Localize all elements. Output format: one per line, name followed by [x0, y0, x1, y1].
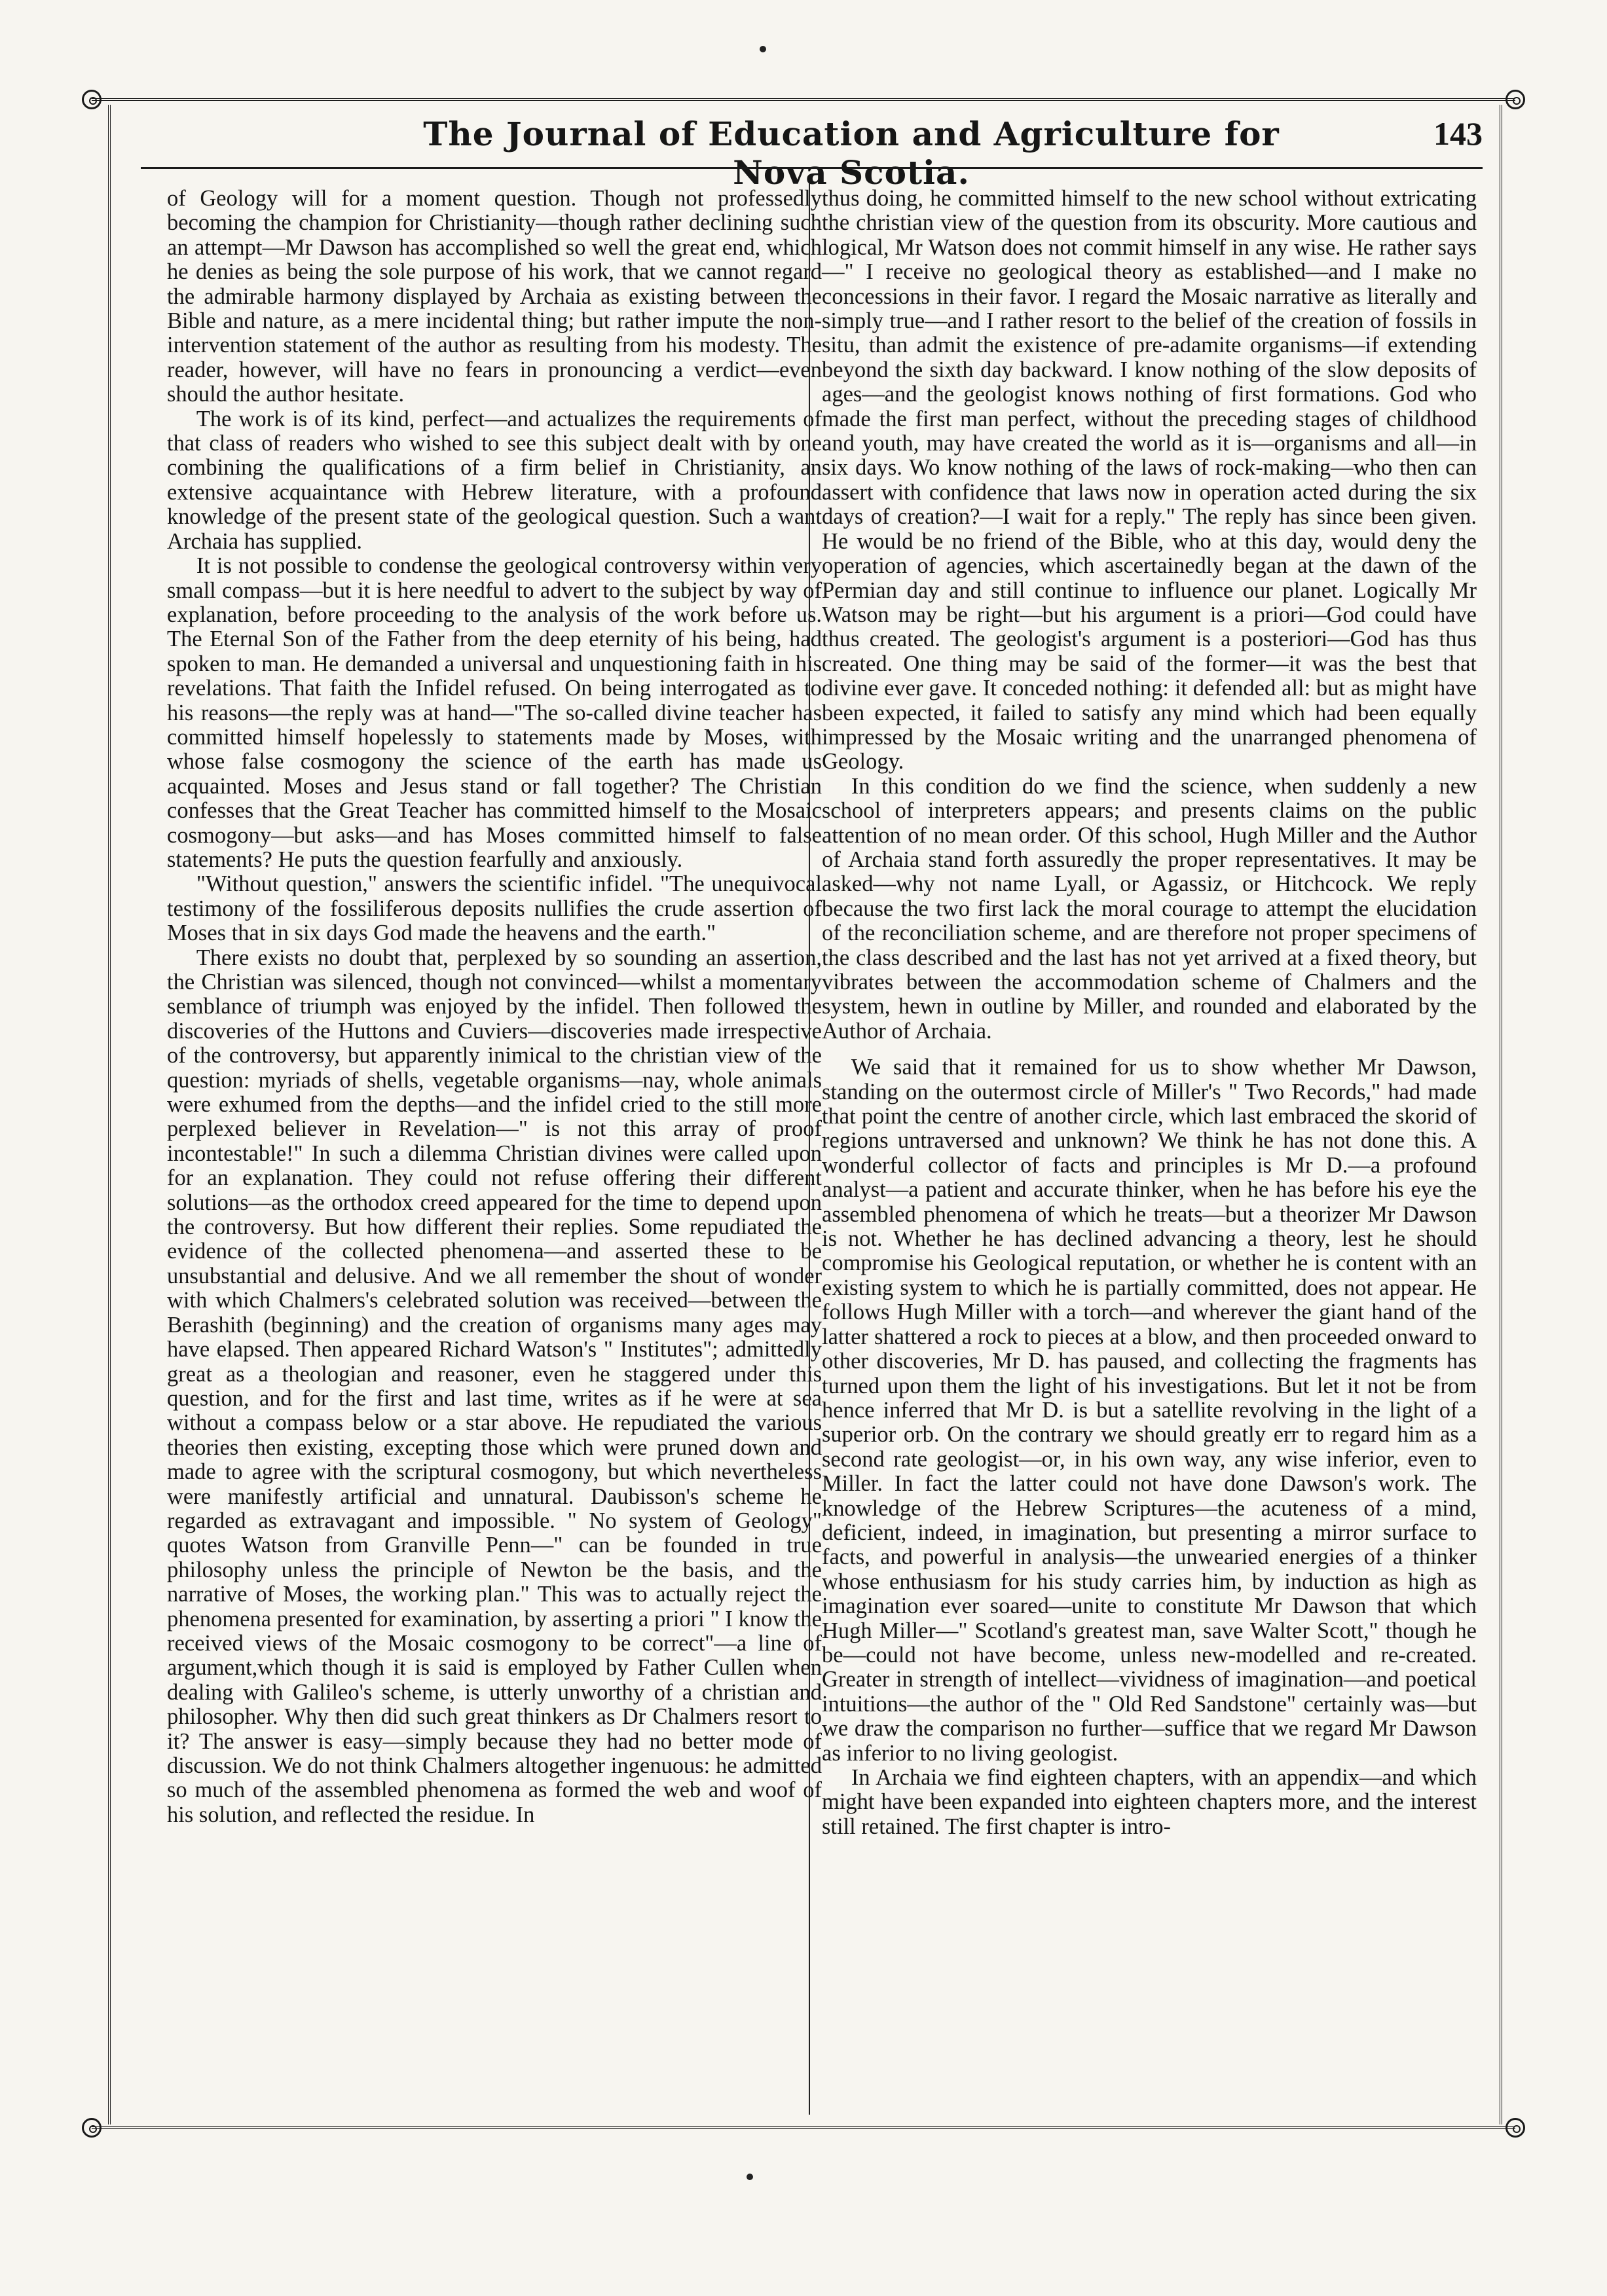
- print-speck: [747, 2174, 753, 2180]
- paragraph: thus doing, he committed himself to the new school without extricating the christian view of the question from its obscurity. More cautious and logical, Mr Watson does not commit himself in any wise. He rather says—" I receive no geological theory as established—and I make no concessions in their favor. I regard the Mosaic narrative as literally and simply true—and I rather resort to the belief of the creation of fossils in situ, than admit the existence of pre-adamite organisms—if extending beyond the sixth day backward. I know nothing of the slow deposits of ages—and the geologist knows nothing of first formations. God who made the first man perfect, without the preceding stages of childhood and youth, may have created the world as it is—organisms and all—in six days. Wo know nothing of the laws of rock-making—who then can assert with confidence that laws now in operation acted during the six days of creation?—I wait for a reply." The reply has since been given. He would be no friend of the Bible, who at this day, would deny the operation of agencies, which ascertainedly began at the dawn of the Permian day and still continue to influence our planet. Logically Mr Watson may be right—but his argument is a priori—God could have thus created. The geologist's argument is a posteriori—God has thus created. One thing may be said of the former—it was the best that divine ever gave. It conceded nothing: it defended all: but as might have been expected, it failed to satisfy any mind which had been equally impressed by the Mosaic writing and the unarranged phenomena of Geology.: [822, 186, 1477, 774]
- corner-ornament-bottom-right: [1505, 2118, 1525, 2138]
- left-margin-rule: [108, 105, 111, 2124]
- corner-ornament-top-right: [1505, 90, 1525, 109]
- left-text-column: [167, 187, 822, 1827]
- right-text-column: [822, 187, 1477, 1839]
- paragraph: of Geology will for a moment question. Though not professedly becoming the champion for Christianity—though rather declining such an attempt—Mr Dawson has accomplished so well the great end, which he denies as being the sole purpose of his work, that we cannot regard the admirable harmony displayed by Archaia as existing between the Bible and nature, as a mere incidental thing; but rather impute the non-intervention statement of the author as resulting from his modesty. The reader, however, will have no fears in pronouncing a verdict—even should the author hesitate.: [167, 186, 822, 407]
- running-header-title: The Journal of Education and Agriculture for Nova Scotia.: [423, 115, 1280, 192]
- corner-ornament-bottom-left: [82, 2118, 102, 2138]
- paragraph: In this condition do we find the science, when suddenly a new school of interpreters appears; and presents claims on the public attention of no mean order. Of this school, Hugh Miller and the Author of Archaia stand forth assuredly the proper representatives. It may be asked—why not name Lyall, or Agassiz, or Hitchcock. We reply because the two first lack the moral courage to attempt the elucidation of the reconciliation scheme, and are therefore not proper specimens of the class described and the last has not yet arrived at a fixed theory, but vibrates between the accommodation scheme of Chalmers and the system, hewn in outline by Miller, and rounded and elaborated by the Author of Archaia.: [822, 773, 1477, 1044]
- paragraph: In Archaia we find eighteen chapters, with an appendix—and which might have been expanded into eighteen chapters more, and the interest still retained. The first chapter is intro-: [822, 1765, 1477, 1839]
- paragraph: The work is of its kind, perfect—and actualizes the requirements of that class of readers who wished to see this subject dealt with by one combining the qualifications of a firm belief in Christianity, an extensive acquaintance with Hebrew literature, with a profound knowledge of the present state of the geological question. Such a want Archaia has supplied.: [167, 406, 822, 554]
- print-speck: [760, 46, 766, 52]
- column-divider: [809, 183, 810, 2115]
- bottom-border-rule: [92, 2126, 1515, 2129]
- right-margin-rule: [1500, 105, 1502, 2124]
- paragraph: It is not possible to condense the geological controversy within very small compass—but it is here needful to advert to the subject by way of explanation, before proceeding to the analysis of the work before us. The Eternal Son of the Father from the deep eternity of his being, had spoken to man. He demanded a universal and unquestioning faith in his revelations. That faith the Infidel refused. On being interrogated as to his reasons—the reply was at hand—"The so-called divine teacher has committed himself hopelessly to statements made by Moses, with whose false cosmogony the science of the earth has made us acquainted. Moses and Jesus stand or fall together? The Christian confesses that the Great Teacher has committed himself to the Mosaic cosmogony—but asks—and has Moses committed himself to false statements? He puts the question fearfully and anxiously.: [167, 553, 822, 872]
- paragraph: We said that it remained for us to show whether Mr Dawson, standing on the outermost circle of Miller's " Two Records," had made that point the centre of another circle, which last embraced the skorid of regions untraversed and unknown? We think he has not done this. A wonderful collector of facts and principles is Mr D.—a profound analyst—a patient and accurate thinker, when he has before his eye the assembled phenomena of which he treats—but a theorizer Mr Dawson is not. Whether he has declined advancing a theory, lest he should compromise his Geological reputation, or whether he is content with an existing system to which he is partially committed, does not appear. He follows Hugh Miller with a torch—and wherever the giant hand of the latter shattered a rock to pieces at a blow, and then proceeded onward to other discoveries, Mr D. has paused, and collecting the fragments has turned upon them the light of his investigations. But let it not be from hence inferred that Mr D. is but a satellite revolving in the light of a superior orb. On the contrary we should greatly err to regard him as a second rate geologist—or, in his own way, any wise inferior, even to Miller. In fact the latter could not have done Dawson's work. The knowledge of the Hebrew Scriptures—the acuteness of a mind, deficient, indeed, in imagination, but presenting a mirror surface to facts, and powerful in analysis—the unwearied energies of a thinker whose enthusiasm for his study carries him, by induction as high as imagination ever soared—unite to constitute Mr Dawson that which Hugh Miller—" Scotland's greatest man, save Walter Scott," though he be—could not have become, unless new-modelled and re-created. Greater in strength of intellect—vividness of imagination—and poetical intuitions—the author of the " Old Red Sandstone" certainly was—but we draw the comparison no further—suffice that we regard Mr Dawson as inferior to no living geologist.: [822, 1055, 1477, 1766]
- paragraph: There exists no doubt that, perplexed by so sounding an assertion, the Christian was silenced, though not convinced—whilst a momentary semblance of triumph was enjoyed by the infidel. Then followed the discoveries of the Huttons and Cuviers—discoveries made irrespective of the controversy, but apparently inimical to the christian view of the question: myriads of shells, vegetable organisms—nay, whole animals were exhumed from the depths—and the infidel cried to the still more perplexed believer in Revelation—" is not this array of proof incontestable!" In such a dilemma Christian divines were called upon for an explanation. They could not refuse offering their different solutions—as the orthodox creed appeared for the time to depend upon the controversy. But how different their replies. Some repudiated the evidence of the collected phenomena—and asserted these to be unsubstantial and delusive. And we all remember the shout of wonder with which Chalmers's celebrated solution was received—between the Berashith (beginning) and the creation of organisms many ages may have elapsed. Then appeared Richard Watson's " Institutes"; admittedly great as a theologian and reasoner, even he staggered under this question, and for the first and last time, writes as if he were at sea without a compass below or a star above. He repudiated the various theories then existing, excepting those which were pruned down and made to agree with the scriptural cosmogony, but which nevertheless were manifestly artificial and unnatural. Daubisson's scheme he regarded as extravagant and impossible. " No system of Geology" quotes Watson from Granville Penn—" can be founded in true philosophy unless the principle of Newton be the basis, and the narrative of Moses, the working plan." This was to actually reject the phenomena presented for examination, by asserting a priori " I know the received views of the Mosaic cosmogony to be correct"—a line of argument,which though it is said is employed by Father Cullen when dealing with Galileo's scheme, is utterly unworthy of a christian and philosopher. Why then did such great thinkers as Dr Chalmers resort to it? The answer is easy—simply because they had no better mode of discussion. We do not think Chalmers altogether ingenuous: he admitted so much of the assembled phenomena as formed the web and woof of his solution, and reflected the residue. In: [167, 945, 822, 1827]
- header-rule: [141, 167, 1483, 169]
- page-number: 143: [1433, 115, 1483, 152]
- paragraph: "Without question," answers the scientific infidel. "The unequivocal testimony of the fossiliferous deposits nullifies the crude assertion of Moses that in six days God made the heavens and the earth.": [167, 871, 822, 946]
- top-border-rule: [92, 98, 1515, 101]
- corner-ornament-top-left: [82, 90, 102, 109]
